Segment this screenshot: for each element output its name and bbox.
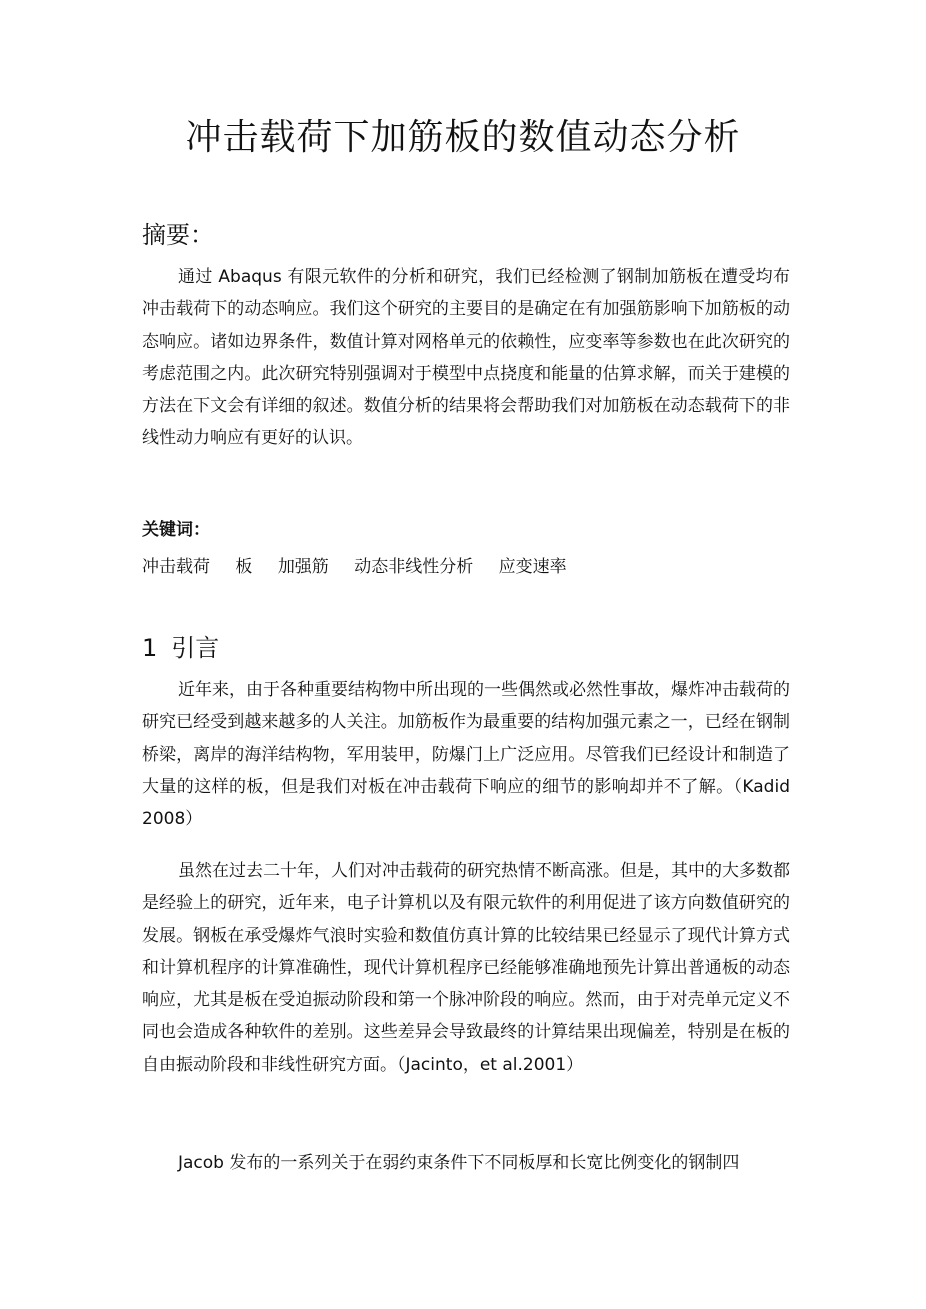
section-title: 引言: [171, 634, 220, 662]
section-number: 1: [142, 634, 158, 662]
keywords-list: [142, 553, 587, 581]
paper-title: 冲击载荷下加筋板的数值动态分析: [185, 117, 741, 158]
paragraph: Jacob 发布的一系列关于在弱约束条件下不同板厚和长宽比例变化的钢制四: [178, 1153, 740, 1173]
section-heading: [142, 630, 219, 666]
keyword-item: 板: [235, 557, 253, 577]
abstract-heading: 摘要：: [142, 221, 214, 249]
keyword-item: 冲击载荷: [142, 557, 210, 577]
keyword-item: 动态非线性分析: [354, 557, 474, 577]
keywords-heading: 关键词：: [142, 520, 210, 540]
paragraph: 虽然在过去二十年，人们对冲击载荷的研究热情不断高涨。但是，其中的大多数都是经验上的研究，近年来，电子计算机以及有限元软件的利用促进了该方向数值研究的发展。钢板在承受爆炸气浪时实验和数值仿真计算的比较结果已经显示了现代计算方式和计算机程序的计算准确性，现代计算机程序已经能够准确地预先计算出普通板的动态响应，尤其是板在受迫振动阶段和第一个脉冲阶段的响应。然而，由于对壳单元定义不同也会造成各种软件的差别。这些差异会导致最终的计算结果出现偏差，特别是在板的自由振动阶段和非线性研究方面。（Jacinto，et al.2001）: [142, 861, 790, 1075]
paragraph: 近年来，由于各种重要结构物中所出现的一些偶然或必然性事故，爆炸冲击载荷的研究已经受到越来越多的人关注。加筋板作为最重要的结构加强元素之一，已经在钢制桥梁，离岸的海洋结构物，军用装甲，防爆门上广泛应用。尽管我们已经设计和制造了大量的这样的板，但是我们对板在冲击载荷下响应的细节的影响却并不了解。（Kadid 2008）: [142, 680, 790, 830]
keyword-item: 应变速率: [498, 557, 567, 577]
keyword-item: 加强筋: [277, 557, 329, 577]
abstract-text: 通过 Abaqus 有限元软件的分析和研究，我们已经检测了钢制加筋板在遭受均布冲击载荷下的动态响应。我们这个研究的主要目的是确定在有加强筋影响下加筋板的动态响应。诸如边界条件，数值计算对网格单元的依赖性，应变率等参数也在此次研究的考虑范围之内。此次研究特别强调对于模型中点挠度和能量的估算求解，而关于建模的方法在下文会有详细的叙述。数值分析的结果将会帮助我们对加筋板在动态载荷下的非线性动力响应有更好的认识。: [142, 267, 790, 449]
